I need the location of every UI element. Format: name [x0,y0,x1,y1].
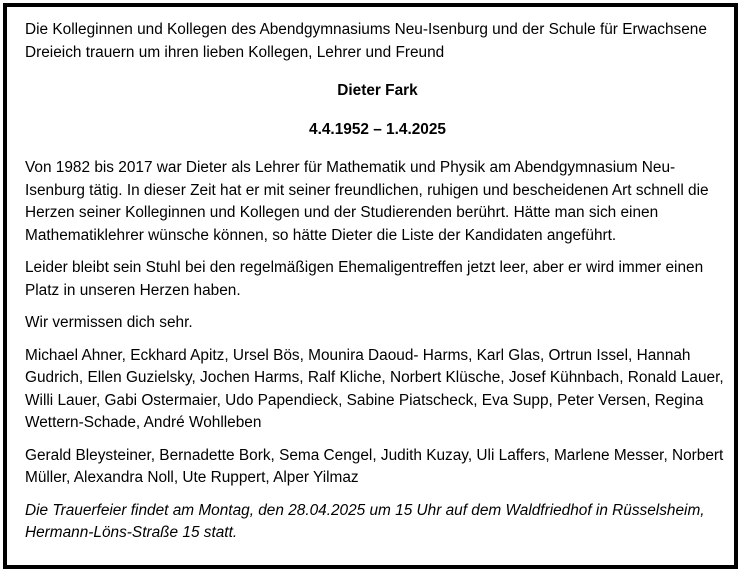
signatories-group-1: Michael Ahner, Eckhard Apitz, Ursel Bös, Mounira Daoud- Harms, Karl Glas, Ortrun Issel, Hannah Gudrich, Ellen Guzielsky, Jochen Harms, Ralf Kliche, Norbert Klüsche, Josef Kühnbach, Ronald Lauer, Willi Lauer, Gabi Ostermaier, Udo Papendieck, Sabine Piatscheck, Eva Supp, Peter Versen, Regina Wettern-Schade, André Wohlleben [25,346,724,431]
obituary-frame [3,3,738,569]
deceased-name: Dieter Fark [337,82,418,99]
career-paragraph: Von 1982 bis 2017 war Dieter als Lehrer für Mathematik und Physik am Abendgymnasium Neu-Isenburg tätig. In dieser Zeit hat er mit seiner freundlichen, ruhigen und bescheidenen Art schnell die Herzen seiner Kolleginnen und Kollegen und der Studierenden berührt. Hätte man sich einen Mathematiklehrer wünsche können, so hätte Dieter die Liste der Kandidaten angeführt. [25,159,709,244]
closing-line: Wir vermissen dich sehr. [25,314,193,331]
signatories-group-2: Gerald Bleysteiner, Bernadette Bork, Sema Cengel, Judith Kuzay, Uli Laffers, Marlene Messer, Norbert Müller, Alexandra Noll, Ute Ruppert, Alper Yilmaz [25,446,724,486]
funeral-notice: Die Trauerfeier findet am Montag, den 28.04.2025 um 15 Uhr auf dem Waldfriedhof in Rüsselsheim, Hermann-Löns-Straße 15 statt. [25,501,705,541]
life-dates: 4.4.1952 – 1.4.2025 [309,120,446,138]
obituary-content [25,19,730,545]
intro-text: Die Kolleginnen und Kollegen des Abendgymnasiums Neu-Isenburg und der Schule für Erwachsene Dreieich trauern um ihren lieben Kollegen, Lehrer und Freund [25,21,707,61]
chair-paragraph: Leider bleibt sein Stuhl bei den regelmäßigen Ehemaligentreffen jetzt leer, aber er wird immer einen Platz in unseren Herzen haben. [25,259,704,299]
